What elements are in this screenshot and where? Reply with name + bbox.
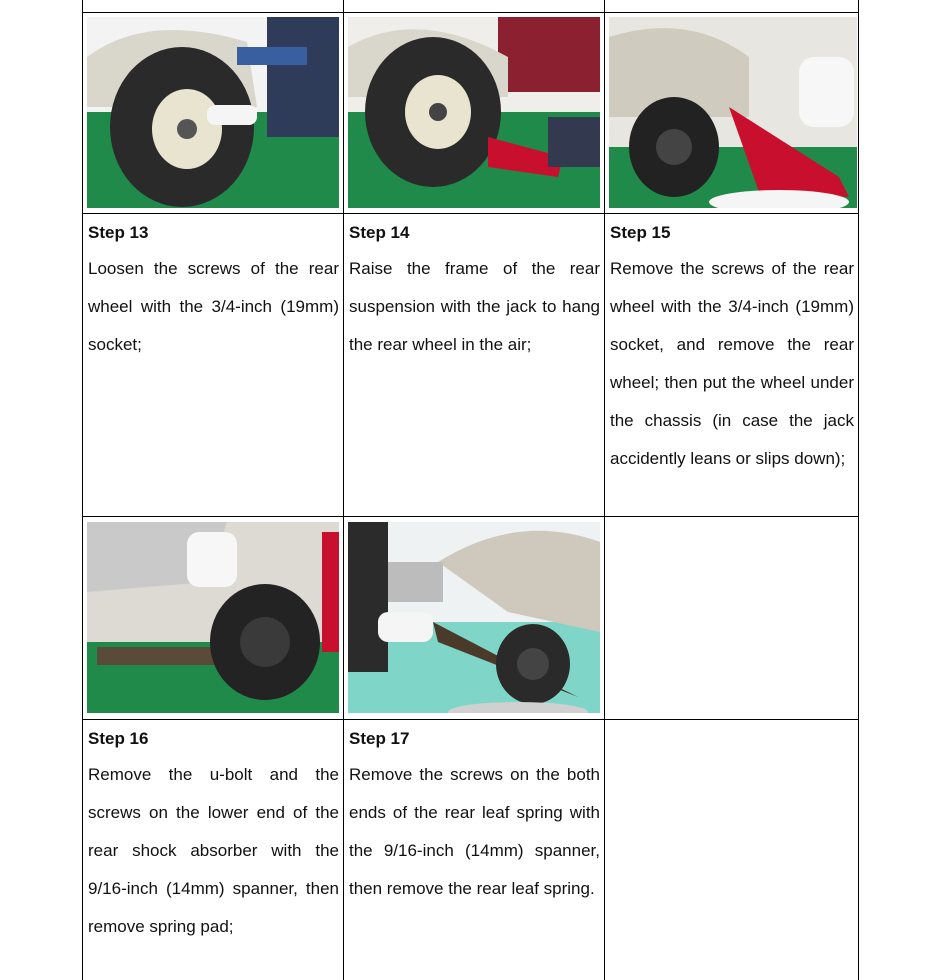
step-16-cell (83, 720, 343, 980)
step-17-photo (348, 522, 600, 713)
step-description: Raise the frame of the rear suspension with the jack to hang the rear wheel in the air; (349, 259, 600, 354)
table-border-right (858, 0, 859, 980)
step-title: Step 16 (88, 729, 149, 748)
step-15-cell (605, 214, 858, 516)
step-title: Step 14 (349, 223, 410, 242)
instruction-table (82, 0, 859, 980)
step-description: Remove the u-bolt and the screws on the lower end of the rear shock absorber with the 9/16-inch (14mm) spanner, then remove spring pad; (88, 765, 339, 936)
step-title: Step 17 (349, 729, 410, 748)
step-description: Loosen the screws of the rear wheel with the 3/4-inch (19mm) socket; (88, 259, 339, 354)
step-14-photo (348, 17, 600, 208)
step-16-photo (87, 522, 339, 713)
step-title: Step 13 (88, 223, 149, 242)
table-divider (82, 12, 859, 13)
step-title: Step 15 (610, 223, 671, 242)
step-13-cell (83, 214, 343, 516)
step-14-cell (344, 214, 604, 516)
table-divider (82, 516, 859, 517)
step-13-photo (87, 17, 339, 208)
step-17-cell (344, 720, 604, 980)
step-description: Remove the screws of the rear wheel with the 3/4-inch (19mm) socket, and remove the rear wheel; then put the wheel under the chassis (in case the jack accidently leans or slips down); (610, 259, 854, 468)
step-15-photo (609, 17, 857, 208)
step-description: Remove the screws on the both ends of the rear leaf spring with the 9/16-inch (14mm) spanner, then remove the rear leaf spring. (349, 765, 600, 898)
